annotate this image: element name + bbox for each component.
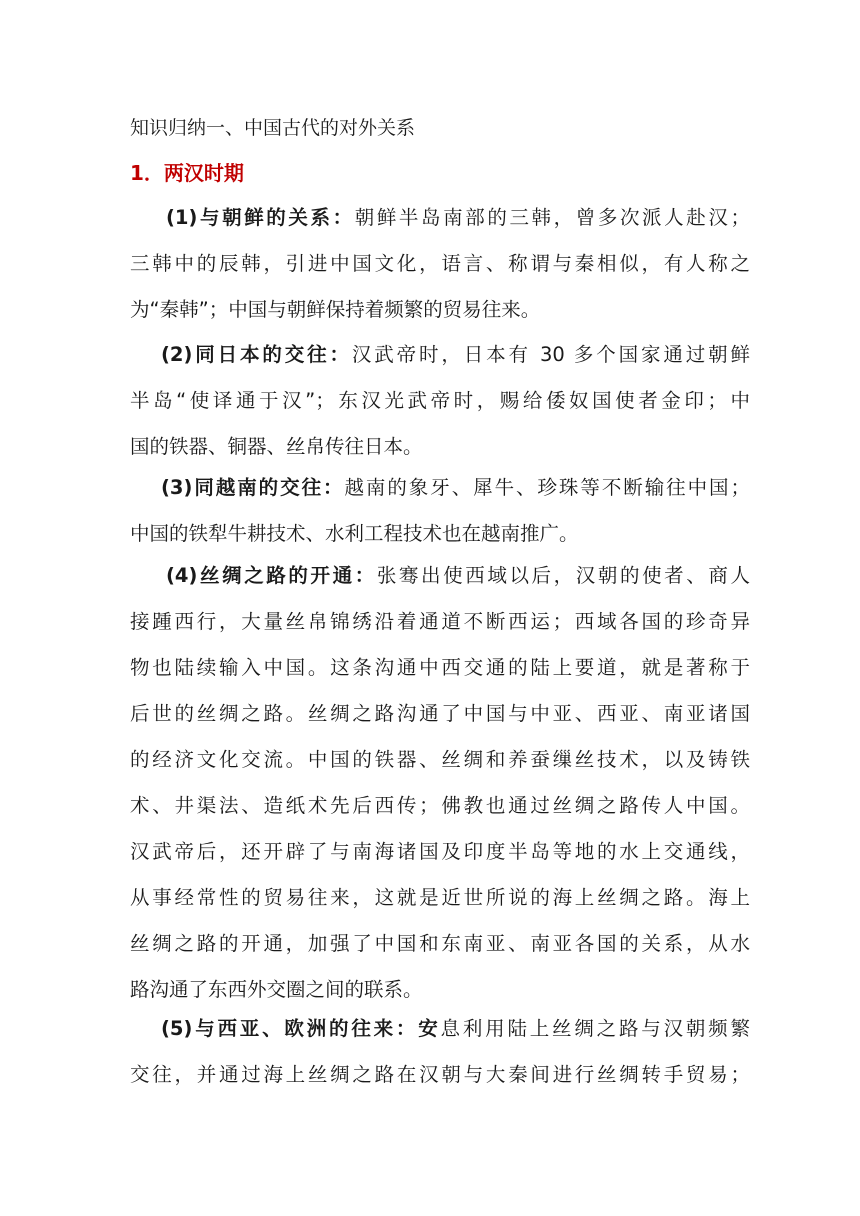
paragraph-text: 朝鲜半岛南部的三韩，曾多次派人赴汉； (354, 206, 750, 229)
paragraph-line: 为“秦韩”；中国与朝鲜保持着频繁的贸易往来。 (130, 298, 541, 321)
paragraph-line: 丝绸之路的开通，加强了中国和东南亚、南亚各国的关系，从水 (130, 932, 750, 955)
paragraph-lead: (2)同日本的交往： (161, 343, 352, 366)
paragraph-line (130, 1006, 750, 1052)
paragraph-line (130, 195, 750, 241)
paragraph-line: 术、井渠法、造纸术先后西传；佛教也通过丝绸之路传人中国。 (130, 794, 750, 817)
paragraph-japan (130, 332, 750, 470)
paragraph-lead: (3)同越南的交往： (161, 476, 345, 499)
paragraph-vietnam (130, 465, 750, 557)
paragraph-line: 交往，并通过海上丝绸之路在汉朝与大秦间进行丝绸转手贸易； (130, 1063, 750, 1086)
paragraph-line: 路沟通了东西外交圈之间的联系。 (130, 978, 423, 1001)
paragraph-text: 越南的象牙、犀牛、珍珠等不断输往中国； (344, 476, 750, 499)
section-heading: 1．两汉时期 (130, 161, 244, 185)
paragraph-lead: (1)与朝鲜的关系： (166, 206, 355, 229)
paragraph-text: 息利用陆上丝绸之路与汉朝频繁 (440, 1017, 750, 1040)
paragraph-line (130, 465, 750, 511)
paragraph-line: 三韩中的辰韩，引进中国文化，语言、称谓与秦相似，有人称之 (130, 252, 750, 275)
paragraph-line (130, 332, 750, 378)
paragraph-lead: (4)丝绸之路的开通： (166, 564, 377, 587)
paragraph-silk-road (130, 553, 750, 1013)
paragraph-text: 汉武帝时，日本有 30 多个国家通过朝鲜 (351, 343, 750, 366)
paragraph-line (130, 553, 750, 599)
document-title: 知识归纳一、中国古代的对外关系 (130, 117, 416, 139)
paragraph-line: 半岛“使译通于汉”；东汉光武帝时，赐给倭奴国使者金印；中 (130, 389, 750, 412)
paragraph-west-asia-europe (130, 1006, 750, 1098)
paragraph-line: 中国的铁犁牛耕技术、水利工程技术也在越南推广。 (130, 522, 579, 545)
paragraph-line: 接踵西行，大量丝帛锦绣沿着通道不断西运；西域各国的珍奇异 (130, 610, 750, 633)
paragraph-lead: (5)与西亚、欧洲的往来：安 (161, 1017, 441, 1040)
paragraph-line: 汉武帝后，还开辟了与南海诸国及印度半岛等地的水上交通线， (130, 840, 750, 863)
paragraph-line: 后世的丝绸之路。丝绸之路沟通了中国与中亚、西亚、南亚诸国 (130, 702, 750, 725)
paragraph-line: 物也陆续输入中国。这条沟通中西交通的陆上要道，就是著称于 (130, 656, 750, 679)
paragraph-line: 的经济文化交流。中国的铁器、丝绸和养蚕缫丝技术，以及铸铁 (130, 748, 750, 771)
paragraph-line: 从事经常性的贸易往来，这就是近世所说的海上丝绸之路。海上 (130, 886, 750, 909)
paragraph-text: 张骞出使西域以后，汉朝的使者、商人 (376, 564, 750, 587)
paragraph-korea (130, 195, 750, 333)
paragraph-line: 国的铁器、铜器、丝帛传往日本。 (130, 435, 423, 458)
